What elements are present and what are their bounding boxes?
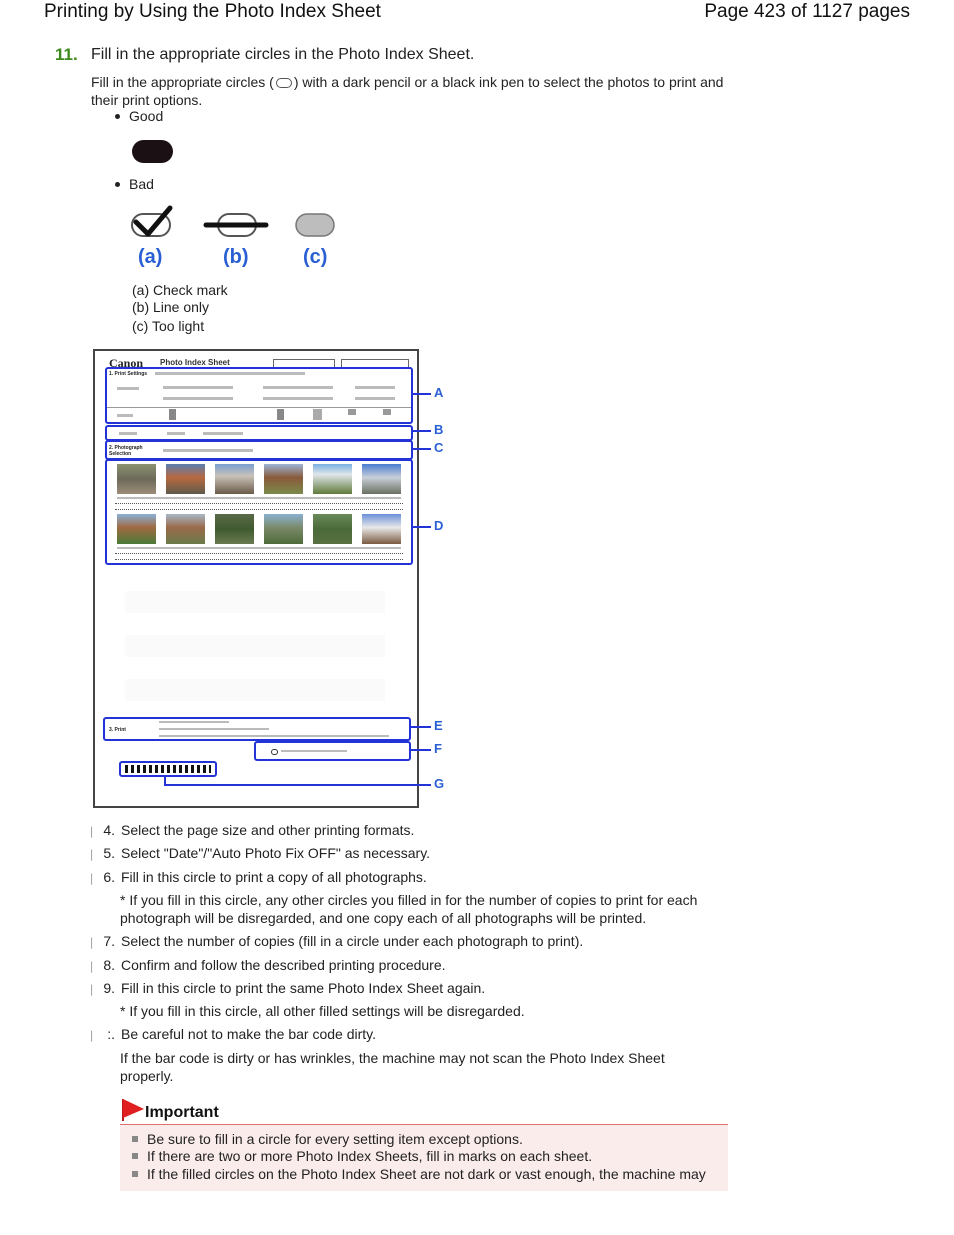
list-item: ❘ 9. Fill in this circle to print the same Photo Index Sheet again. bbox=[87, 980, 486, 996]
sheet-text-line bbox=[203, 432, 243, 435]
layout-swatch bbox=[348, 409, 356, 415]
mark-label-c: (c) bbox=[303, 246, 328, 268]
square-bullet-icon bbox=[132, 1136, 138, 1142]
sheet-text-line bbox=[355, 397, 395, 400]
sheet-section-2: 2. Photograph Selection bbox=[109, 445, 143, 457]
too-light-icon bbox=[296, 214, 334, 236]
list-item: ❘ 7. Select the number of copies (fill in a circle under each photograph to print). bbox=[87, 933, 584, 949]
callout-g: G bbox=[434, 776, 445, 791]
photo-thumbnail bbox=[264, 464, 303, 494]
note-item-9: * If you fill in this circle, all other filled settings will be disregarded. bbox=[120, 1003, 525, 1019]
sheet-text-line bbox=[355, 386, 395, 389]
sheet-text-line bbox=[117, 414, 133, 417]
sheet-brand: Canon bbox=[109, 356, 144, 370]
note-barcode: If the bar code is dirty or has wrinkles, the machine may not scan the Photo Index Sheet properly. bbox=[120, 1050, 665, 1084]
red-flag-icon bbox=[121, 1098, 145, 1122]
sheet-text-line bbox=[155, 372, 305, 375]
caption-b: (b) Line only bbox=[132, 299, 210, 315]
copy-circles-row bbox=[115, 553, 403, 560]
layout-swatch bbox=[277, 409, 284, 420]
list-item: ❘ :. Be careful not to make the bar code dirty. bbox=[87, 1026, 376, 1042]
callout-c: C bbox=[434, 440, 444, 455]
callout-b: B bbox=[434, 422, 444, 437]
intro-paragraph bbox=[91, 73, 731, 109]
mark-label-a: (a) bbox=[138, 246, 163, 268]
sheet-text-line bbox=[263, 397, 333, 400]
photo-thumbnail bbox=[362, 514, 401, 544]
good-bullet bbox=[115, 108, 163, 124]
photo-thumbnail bbox=[166, 464, 205, 494]
step-heading: Fill in the appropriate circles in the Photo Index Sheet. bbox=[91, 46, 475, 63]
photo-thumbnail bbox=[166, 514, 205, 544]
check-mark-icon bbox=[132, 208, 170, 236]
sheet-text-line bbox=[163, 386, 233, 389]
bad-marks-illustration bbox=[128, 204, 348, 244]
photo-thumbnail bbox=[117, 464, 156, 494]
sheet-divider bbox=[107, 407, 411, 408]
photo-thumbnail bbox=[264, 514, 303, 544]
caption-c: (c) Too light bbox=[132, 318, 205, 334]
note-item-6: * If you fill in this circle, any other circles you filled in for the number of copies to print for each photograph will be disregarded, and one copy each of all photographs will be printed. bbox=[120, 892, 698, 926]
barcode-icon bbox=[125, 765, 211, 773]
important-item: Be sure to fill in a circle for every setting item except options. bbox=[132, 1131, 523, 1147]
oval-icon bbox=[276, 78, 292, 88]
bad-label: Bad bbox=[129, 176, 154, 192]
sheet-text-line bbox=[163, 449, 253, 452]
sheet-text-line bbox=[159, 721, 229, 723]
callout-f: F bbox=[434, 741, 442, 756]
page-header bbox=[0, 0, 954, 28]
list-item: ❘ 5. Select "Date"/"Auto Photo Fix OFF" as necessary. bbox=[87, 845, 431, 861]
good-label: Good bbox=[129, 108, 164, 124]
list-item: ❘ 6. Fill in this circle to print a copy of all photographs. bbox=[87, 869, 427, 885]
sheet-title: Photo Index Sheet bbox=[160, 358, 230, 367]
thumbnail-caption-row bbox=[117, 497, 401, 499]
bad-bullet bbox=[115, 176, 154, 192]
sheet-text-line bbox=[281, 750, 347, 752]
intro-text-end: ) with a dark pencil or a black ink pen to select the photos to print and their print options. bbox=[91, 74, 724, 108]
sheet-text-line bbox=[117, 387, 139, 390]
sheet-section-1: 1. Print Settings bbox=[109, 371, 148, 377]
step-number: 11. bbox=[55, 45, 78, 64]
sheet-section-3: 3. Print bbox=[109, 727, 126, 733]
sheet-text-line bbox=[159, 728, 269, 730]
important-item: If there are two or more Photo Index Sheets, fill in marks on each sheet. bbox=[132, 1148, 592, 1164]
photo-thumbnail bbox=[215, 464, 254, 494]
square-bullet-icon bbox=[132, 1171, 138, 1177]
photo-thumbnail bbox=[362, 464, 401, 494]
photo-thumbnail bbox=[313, 514, 352, 544]
mark-label-b: (b) bbox=[223, 246, 249, 268]
callout-line-c bbox=[411, 448, 431, 450]
header-title: Printing by Using the Photo Index Sheet bbox=[44, 1, 381, 22]
callout-line-f bbox=[409, 749, 431, 751]
callout-line-a bbox=[411, 393, 431, 395]
list-item: ❘ 4. Select the page size and other printing formats. bbox=[87, 822, 415, 838]
layout-swatch bbox=[169, 409, 176, 420]
bullet-dot-icon bbox=[115, 114, 120, 119]
page-counter: Page 423 of 1127 pages bbox=[704, 1, 910, 22]
copy-circles-row bbox=[115, 503, 403, 510]
square-bullet-icon bbox=[132, 1153, 138, 1159]
callout-e: E bbox=[434, 718, 443, 733]
callout-line-b bbox=[411, 430, 431, 432]
photo-thumbnail bbox=[215, 514, 254, 544]
empty-photo-area bbox=[125, 591, 385, 701]
intro-text-start: Fill in the appropriate circles ( bbox=[91, 74, 274, 90]
important-box bbox=[120, 1124, 728, 1191]
callout-line-e bbox=[409, 726, 431, 728]
important-title: Important bbox=[145, 1104, 219, 1121]
photo-index-sheet bbox=[93, 349, 419, 808]
reprint-circle-icon bbox=[271, 749, 278, 755]
line-only-icon bbox=[206, 214, 266, 236]
list-item: ❘ 8. Confirm and follow the described printing procedure. bbox=[87, 957, 446, 973]
photo-thumbnail bbox=[313, 464, 352, 494]
photo-thumbnail bbox=[117, 514, 156, 544]
caption-a: (a) Check mark bbox=[132, 282, 228, 298]
sheet-text-line bbox=[119, 432, 137, 435]
sheet-text-line bbox=[159, 735, 389, 737]
important-item: If the filled circles on the Photo Index Sheet are not dark or vast enough, the machine may bbox=[132, 1166, 706, 1182]
sheet-text-line bbox=[263, 386, 333, 389]
layout-swatch bbox=[383, 409, 391, 415]
important-header bbox=[121, 1098, 729, 1124]
callout-d: D bbox=[434, 518, 444, 533]
highlight-a bbox=[105, 367, 413, 424]
layout-swatch bbox=[313, 409, 322, 420]
callout-line-g bbox=[164, 784, 431, 786]
callout-line-d bbox=[411, 526, 431, 528]
thumbnail-caption-row bbox=[117, 547, 401, 549]
sheet-text-line bbox=[163, 397, 233, 400]
highlight-b bbox=[105, 425, 413, 441]
callout-a: A bbox=[434, 385, 444, 400]
good-filled-oval-icon bbox=[132, 140, 173, 163]
highlight-c bbox=[105, 440, 413, 460]
sheet-text-line bbox=[167, 432, 185, 435]
bullet-dot-icon bbox=[115, 182, 120, 187]
